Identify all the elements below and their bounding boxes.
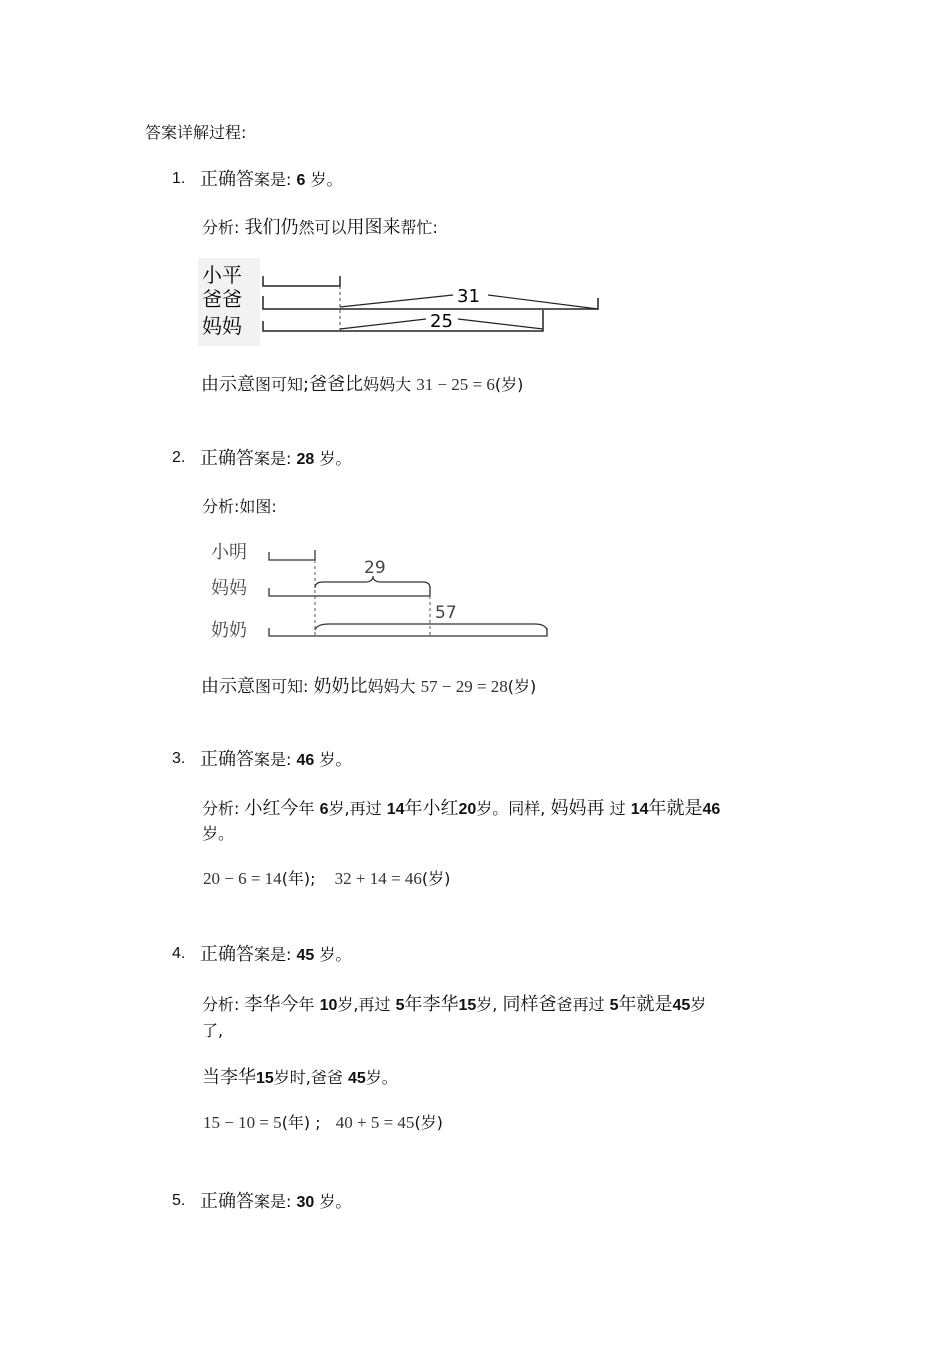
answer-unit: 岁。 bbox=[319, 750, 352, 769]
analysis-number: 14 bbox=[630, 801, 649, 818]
answer-prefix: 案是: bbox=[254, 1192, 292, 1211]
answer-prefix: 正确答 bbox=[200, 169, 254, 190]
diagram-value: 31 bbox=[457, 286, 480, 307]
diagram-value: 29 bbox=[364, 558, 386, 578]
answer-prefix: 案是: bbox=[254, 750, 292, 769]
conclusion-text: 妈妈大 bbox=[367, 677, 416, 696]
answer-value: 30 bbox=[296, 1194, 315, 1211]
equation: 15 − 10 = 5 bbox=[203, 1113, 282, 1132]
answer-prefix: 案是: bbox=[254, 449, 292, 468]
equation: 31 − 25 = 6 bbox=[416, 375, 495, 394]
analysis-text: 分析: bbox=[202, 799, 240, 818]
conclusion-text: 由示意 bbox=[201, 374, 255, 395]
bar-mama bbox=[269, 586, 430, 596]
conclusion-text: 由示意 bbox=[201, 676, 255, 697]
analysis-text: 年小红 bbox=[404, 798, 459, 819]
analysis-text: 用图来 bbox=[346, 217, 401, 238]
diagram-label: 小明 bbox=[211, 542, 247, 563]
conclusion-text: 图可知: bbox=[255, 677, 309, 696]
analysis-line bbox=[202, 990, 706, 1016]
analysis-text: 分析:如图: bbox=[202, 497, 277, 516]
analysis-text: 分析: bbox=[202, 995, 240, 1014]
analysis-line bbox=[202, 1063, 398, 1089]
analysis-number: 5 bbox=[609, 997, 619, 1014]
diagram-label: 小平 bbox=[202, 263, 242, 287]
conclusion-line bbox=[201, 370, 523, 396]
answer-line bbox=[200, 940, 351, 966]
equation: 20 − 6 = 14 bbox=[203, 869, 282, 888]
answer-line bbox=[200, 165, 343, 191]
answer-prefix: 正确答 bbox=[200, 1191, 254, 1212]
analysis-line bbox=[202, 213, 438, 239]
answer-prefix: 正确答 bbox=[200, 944, 254, 965]
analysis-text: 年李华 bbox=[404, 994, 459, 1015]
answer-line bbox=[200, 444, 351, 470]
conclusion-text: 图可知 bbox=[255, 375, 304, 394]
answer-unit: 岁。 bbox=[319, 449, 352, 468]
analysis-text: 年就是 bbox=[648, 798, 703, 819]
analysis-text: 过 bbox=[609, 799, 626, 818]
conclusion-text: 妈妈大 bbox=[363, 375, 412, 394]
diagram-label: 妈妈 bbox=[202, 314, 242, 338]
analysis-number: 45 bbox=[672, 997, 691, 1014]
answer-value: 28 bbox=[296, 451, 315, 468]
analysis-text: 妈妈再 bbox=[550, 798, 605, 819]
answer-value: 6 bbox=[296, 172, 306, 189]
analysis-text: 岁 bbox=[690, 995, 707, 1014]
equation-unit: (年); bbox=[281, 869, 316, 888]
analysis-number: 10 bbox=[319, 997, 338, 1014]
analysis-text: 小红今 bbox=[244, 798, 299, 819]
page-heading: 答案详解过程: bbox=[145, 123, 247, 142]
equation-line bbox=[203, 866, 450, 889]
answer-line bbox=[200, 1187, 351, 1213]
diagram-value: 57 bbox=[435, 603, 457, 623]
conclusion-text: 奶奶比 bbox=[313, 676, 368, 697]
analysis-line bbox=[202, 794, 720, 820]
age-diagram-2 bbox=[205, 538, 555, 646]
equation-unit: (年) ; bbox=[281, 1113, 321, 1132]
bar-xiaoping bbox=[263, 276, 340, 286]
equation-unit: (岁) bbox=[507, 677, 537, 696]
analysis-number: 45 bbox=[347, 1070, 366, 1087]
equation-unit: (岁) bbox=[421, 869, 451, 888]
item-number: 3. bbox=[172, 750, 186, 767]
answer-prefix: 正确答 bbox=[200, 749, 254, 770]
analysis-number: 20 bbox=[458, 801, 477, 818]
analysis-text: 年 bbox=[298, 799, 315, 818]
analysis-text: 分析: bbox=[202, 218, 240, 237]
answer-value: 45 bbox=[296, 947, 315, 964]
answer-unit: 岁。 bbox=[319, 945, 352, 964]
equation-unit: (岁) bbox=[414, 1113, 443, 1132]
diagram-value: 25 bbox=[430, 311, 453, 332]
analysis-text: 岁,再过 bbox=[328, 799, 382, 818]
analysis-text: 岁时,爸爸 bbox=[273, 1068, 343, 1087]
bar-xiaoming bbox=[269, 550, 315, 560]
answer-value: 46 bbox=[296, 752, 315, 769]
item-number: 1. bbox=[172, 170, 186, 187]
analysis-text: 岁。 bbox=[365, 1068, 398, 1087]
brace-57 bbox=[315, 624, 547, 630]
equation: 40 + 5 = 45 bbox=[335, 1113, 415, 1132]
conclusion-line bbox=[201, 672, 536, 698]
analysis-number: 15 bbox=[458, 997, 477, 1014]
analysis-text: 岁。 bbox=[202, 824, 235, 843]
item-number: 4. bbox=[172, 945, 186, 962]
age-diagram-1 bbox=[198, 258, 608, 348]
analysis-text: 帮忙: bbox=[400, 218, 438, 237]
diagram-label: 奶奶 bbox=[211, 620, 247, 641]
analysis-number: 6 bbox=[319, 801, 329, 818]
equation: 57 − 29 = 28 bbox=[420, 677, 508, 696]
analysis-text: 年就是 bbox=[618, 994, 673, 1015]
answer-prefix: 案是: bbox=[254, 170, 292, 189]
answer-unit: 岁。 bbox=[319, 1192, 352, 1211]
answer-prefix: 案是: bbox=[254, 945, 292, 964]
analysis-text: 同样爸 bbox=[502, 994, 557, 1015]
equation-unit: (岁) bbox=[494, 375, 524, 394]
item-number: 2. bbox=[172, 449, 186, 466]
analysis-text: 李华今 bbox=[244, 994, 299, 1015]
analysis-text: 年 bbox=[298, 995, 315, 1014]
analysis-text: 当李华 bbox=[202, 1067, 256, 1088]
equation-line bbox=[203, 1110, 443, 1133]
analysis-text: 了, bbox=[202, 1021, 224, 1040]
analysis-text: 我们仍 bbox=[244, 217, 299, 238]
answer-line bbox=[200, 745, 351, 771]
bar-mama bbox=[263, 310, 543, 331]
analysis-number: 46 bbox=[702, 801, 721, 818]
conclusion-text: ;爸爸比 bbox=[303, 374, 364, 395]
analysis-text: 岁。同样, bbox=[476, 799, 546, 818]
answer-unit: 岁。 bbox=[310, 170, 343, 189]
diagram-label: 爸爸 bbox=[202, 287, 242, 311]
answer-prefix: 正确答 bbox=[200, 448, 254, 469]
analysis-text: 岁,再过 bbox=[337, 995, 391, 1014]
equation: 32 + 14 = 46 bbox=[334, 869, 422, 888]
analysis-number: 15 bbox=[256, 1070, 274, 1087]
analysis-text: 然可以 bbox=[298, 218, 347, 237]
diagram-label: 妈妈 bbox=[211, 578, 247, 599]
item-number: 5. bbox=[172, 1192, 186, 1209]
analysis-text: 爸再过 bbox=[556, 995, 605, 1014]
analysis-text: 岁, bbox=[476, 995, 498, 1014]
analysis-number: 5 bbox=[395, 997, 405, 1014]
bar-nainai bbox=[269, 628, 547, 636]
analysis-number: 14 bbox=[386, 801, 405, 818]
